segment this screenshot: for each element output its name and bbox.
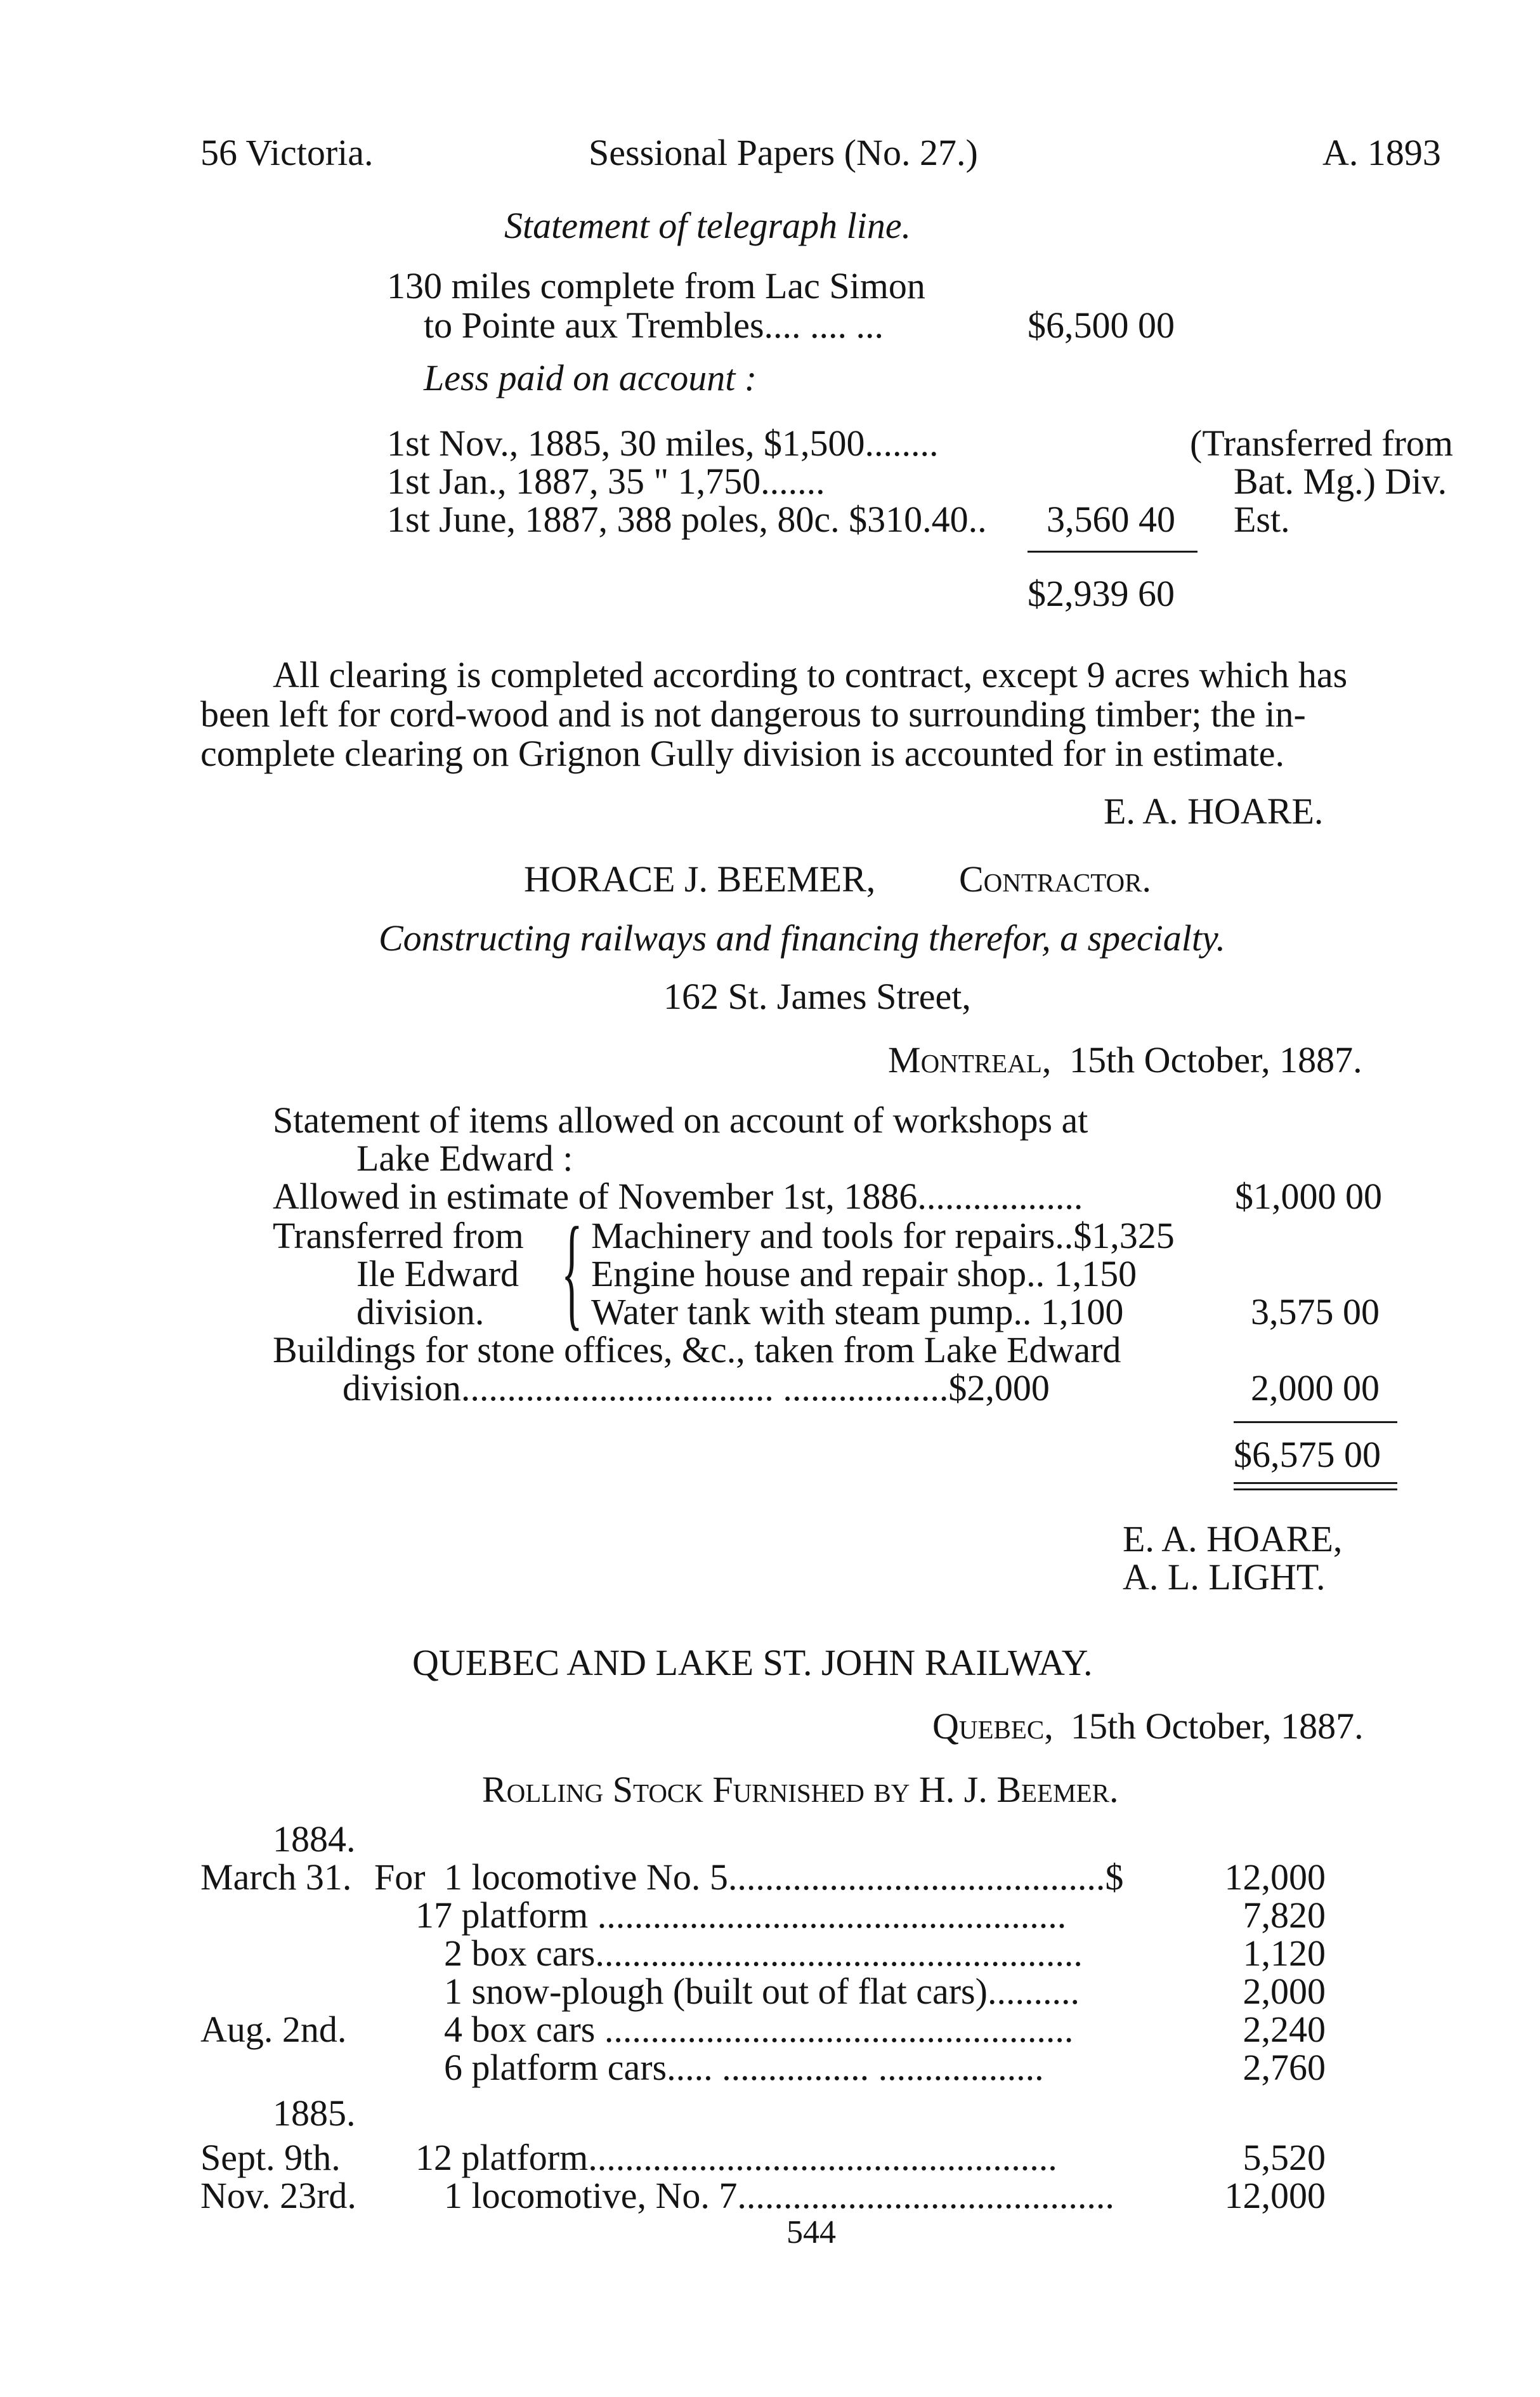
workshops-buildings-2: division.................................. ..................$2,000 xyxy=(343,1367,1050,1409)
row-description: 1 locomotive, No. 7......................................... xyxy=(444,2175,1114,2216)
workshops-allowed-amount: $1,000 00 xyxy=(1235,1176,1382,1217)
row-description: 1 locomotive No. 5.........................................$ xyxy=(444,1856,1124,1898)
row-date: March 31. xyxy=(200,1856,352,1898)
row-description: 17 platform ................................................... xyxy=(415,1895,1067,1936)
telegraph-line1-amount: $6,500 00 xyxy=(1028,305,1175,346)
workshops-buildings-1: Buildings for stone offices, &c., taken from Lake Edward xyxy=(273,1329,1121,1370)
row-description: 1 snow-plough (built out of flat cars).......... xyxy=(444,1971,1080,2012)
header-left: 56 Victoria. xyxy=(200,132,374,173)
workshops-item-1: Machinery and tools for repairs..$1,325 xyxy=(591,1215,1175,1256)
workshops-intro-1: Statement of items allowed on account of workshops at xyxy=(273,1100,1088,1141)
workshops-signature-1: E. A. HOARE, xyxy=(1123,1518,1343,1560)
clearing-line-3: complete clearing on Grignon Gully division is accounted for in estimate. xyxy=(200,733,1284,774)
workshops-transferred-1: Transferred from xyxy=(273,1215,524,1256)
header-right: A. 1893 xyxy=(1322,132,1441,173)
telegraph-paid-total: 3,560 40 xyxy=(1047,499,1175,540)
row-description: 6 platform cars..... ................ .................. xyxy=(444,2047,1044,2088)
telegraph-payment-3: 1st June, 1887, 388 poles, 80c. $310.40.. xyxy=(387,499,987,540)
railway-subheading: Rolling Stock Furnished by H. J. Beemer. xyxy=(482,1769,1119,1810)
row-amount: 2,760 xyxy=(1243,2047,1326,2088)
workshops-transferred-3: division. xyxy=(356,1291,485,1332)
workshops-item-2: Engine house and repair shop.. 1,150 xyxy=(591,1253,1137,1294)
workshops-intro-2: Lake Edward : xyxy=(356,1138,573,1179)
workshops-double-rule-1 xyxy=(1234,1482,1397,1484)
contractor-name: HORACE J. BEEMER, xyxy=(524,858,876,900)
workshops-transferred-2: Ile Edward xyxy=(356,1253,519,1294)
workshops-transferred-total: 3,575 00 xyxy=(1251,1291,1380,1332)
workshops-item-3: Water tank with steam pump.. 1,100 xyxy=(591,1291,1124,1332)
row-amount: 1,120 xyxy=(1243,1933,1326,1974)
left-brace-icon: { xyxy=(561,1202,583,1342)
workshops-allowed: Allowed in estimate of November 1st, 1886.................. xyxy=(273,1176,1083,1217)
contractor-address: 162 St. James Street, xyxy=(663,976,971,1017)
telegraph-note-3: Est. xyxy=(1234,499,1290,540)
page-number: 544 xyxy=(786,2214,836,2250)
telegraph-note-1: (Transferred from xyxy=(1190,423,1454,464)
row-amount: 2,000 xyxy=(1243,1971,1326,2012)
row-amount: 12,000 xyxy=(1224,1856,1326,1898)
contractor-title: Contractor. xyxy=(959,858,1152,900)
telegraph-balance: $2,939 60 xyxy=(1028,573,1175,614)
railway-heading: QUEBEC AND LAKE ST. JOHN RAILWAY. xyxy=(412,1642,1093,1683)
workshops-sum-rule xyxy=(1234,1421,1397,1423)
telegraph-payment-2: 1st Jan., 1887, 35 " 1,750....... xyxy=(387,461,825,502)
row-amount: 5,520 xyxy=(1243,2137,1326,2178)
year-1885: 1885. xyxy=(273,2092,356,2134)
telegraph-heading: Statement of telegraph line. xyxy=(504,205,911,246)
year-1884: 1884. xyxy=(273,1818,356,1860)
workshops-signature-2: A. L. LIGHT. xyxy=(1123,1556,1326,1598)
telegraph-note-2: Bat. Mg.) Div. xyxy=(1234,461,1447,502)
railway-date: 15th October, 1887. xyxy=(1071,1705,1364,1747)
clearing-line-1: All clearing is completed according to contract, except 9 acres which has xyxy=(273,654,1348,695)
row-date: Aug. 2nd. xyxy=(200,2009,347,2050)
header-center: Sessional Papers (No. 27.) xyxy=(589,132,978,173)
clearing-line-2: been left for cord-wood and is not dangerous to surrounding timber; the in- xyxy=(200,693,1306,735)
telegraph-less-paid: Less paid on account : xyxy=(424,357,757,398)
clearing-signature: E. A. HOARE. xyxy=(1104,791,1324,832)
telegraph-line1a: 130 miles complete from Lac Simon xyxy=(387,265,925,306)
contractor-tagline: Constructing railways and financing therefor, a specialty. xyxy=(379,917,1226,959)
row-date: Nov. 23rd. xyxy=(200,2175,356,2216)
workshops-double-rule-2 xyxy=(1234,1488,1397,1490)
telegraph-sum-rule xyxy=(1028,551,1197,553)
workshops-buildings-amount: 2,000 00 xyxy=(1251,1367,1380,1409)
telegraph-payment-1: 1st Nov., 1885, 30 miles, $1,500........ xyxy=(387,423,939,464)
row-amount: 7,820 xyxy=(1243,1895,1326,1936)
row-description: 12 platform................................................... xyxy=(415,2137,1057,2178)
row-date: Sept. 9th. xyxy=(200,2137,341,2178)
workshops-total: $6,575 00 xyxy=(1234,1434,1381,1475)
contractor-place: Montreal, xyxy=(888,1039,1052,1080)
row-description: 4 box cars ................................................... xyxy=(444,2009,1074,2050)
row-prefix: For xyxy=(374,1856,426,1898)
row-description: 2 box cars..................................................... xyxy=(444,1933,1083,1974)
railway-place: Quebec, xyxy=(932,1705,1054,1747)
row-amount: 12,000 xyxy=(1224,2175,1326,2216)
telegraph-line1b: to Pointe aux Trembles.... .... ... xyxy=(424,305,884,346)
row-amount: 2,240 xyxy=(1243,2009,1326,2050)
contractor-date: 15th October, 1887. xyxy=(1069,1039,1362,1080)
